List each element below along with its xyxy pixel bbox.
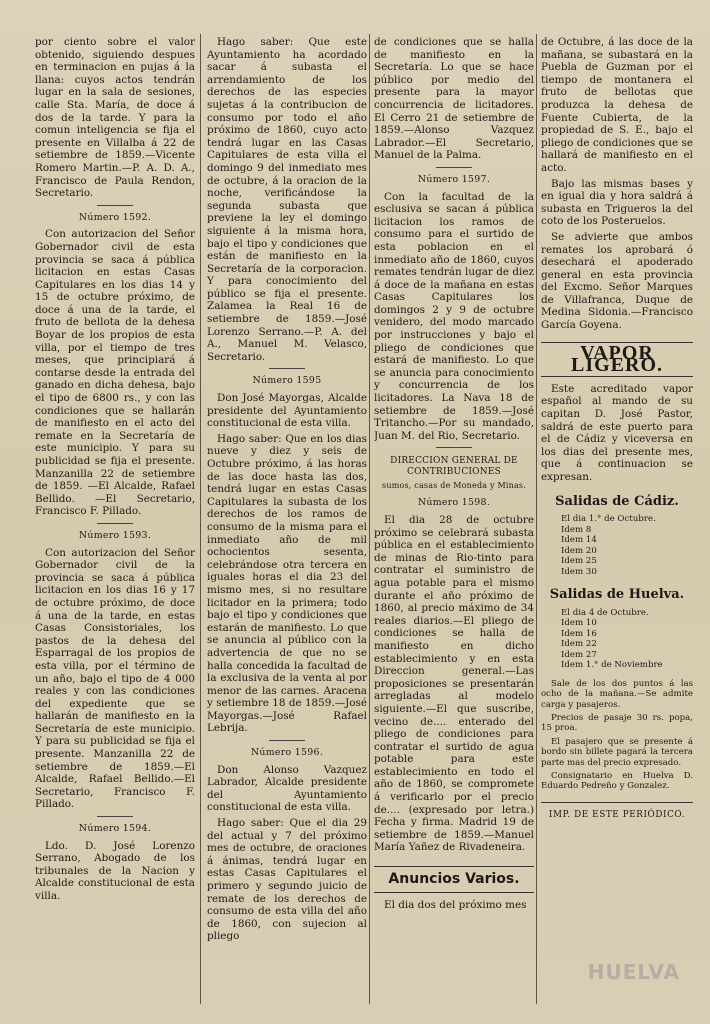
schedule-item: El dia 4 de Octubre. [561, 607, 649, 618]
column-4 [541, 36, 693, 1004]
paragraph: Ldo. D. José Lorenzo Serrano, Abogado de los tribunales de la Nacion y Alcalde constitucional de esta villa. [35, 839, 195, 902]
column-1 [35, 36, 195, 1004]
schedule-item: Idem 1.° de Noviembre [561, 660, 663, 671]
paragraph: El dia dos del próximo mes [384, 898, 527, 911]
paragraph: de Octubre, á las doce de la mañana, se subastará en la Puebla de Guzman por el tiempo de montanera el fruto de bellotas que produzca la dehesa de Fuente Cubierta, de la propiedad de S. E., bajo el pliego de condiciones que se hallará de manifiesto en el acto. [541, 36, 693, 174]
paragraph: Este acreditado vapor español al mando de su capitan D. José Pastor, saldrá de este puerto para el de Cádiz y viceversa en los dias del presente mes, que á continuacion se expresan. [541, 382, 693, 483]
paragraph: Hago saber: Que el dia 29 del actual y 7 del próximo mes de octubre, de oraciones á ánimas, tendrá lugar en estas Casas Capitulares el primero y segundo juicio de remate de los derechos de consumo de esta villa del año de 1860, con sujecion al pliego [207, 817, 367, 943]
schedule-item: El dia 1.° de Octubre. [561, 514, 656, 525]
library-watermark: HUELVA [587, 960, 680, 984]
paragraph: por ciento sobre el valor obtenido, siguiendo despues en terminacion en pujas á la llana: cuyos actos tendrán lugar en la sala de sesiones, calle Sta. María, de doce á dos de la tarde. Y para la comun inteligencia se fija el presente en Villalba á 22 de setiembre de 1859.—Vicente Romero Martin.—P. A. D. A., Francisco de Paula Rendon, Secretario. [35, 36, 195, 200]
section-subheading: sumos, casas de Moneda y Minas. [382, 481, 526, 491]
notice-number: Número 1597. [417, 173, 491, 185]
schedule-list [561, 514, 693, 577]
paragraph: Bajo las mismas bases y en igual dia y hora saldrá á subasta en Trigueros la del coto de los Posteruelos. [541, 177, 693, 228]
notice-number: Número 1596. [250, 747, 324, 759]
paragraph: Hago saber: Que en los dias nueve y diez y seis de Octubre próximo, á las horas de las doce hasta las dos, tendrá lugar en estas Casas Capitulares la subasta de los derechos de los ramos de consumo de la misma para el inmediato año de mil ochocientos sesenta, celebrándose otra tercera en iguales horas el dia 23 del mismo mes, si no resultare licitador en la primera; todo bajo el tipo y condiciones que estarán de manifiesto. Lo que se anuncia al público con la advertencia de que no se halla concedida la facultad de la exclusiva de la venta al por menor de las carnes. Aracena y setiembre 18 de 1859.—José Mayorgas.—José Rafael Lebrija. [207, 432, 367, 735]
divider [97, 816, 133, 817]
column-3 [374, 36, 534, 1004]
schedule-item: Idem 22 [561, 639, 597, 650]
note: El pasajero que se presente á bordo sin billete pagará la tercera parte mas del precio expresado. [541, 736, 693, 768]
advert-title: VAPOR LIGERO. [541, 342, 693, 377]
divider [269, 740, 305, 741]
schedule-item: Idem 30 [561, 566, 597, 577]
schedule-item: Idem 27 [561, 649, 597, 660]
note: Precios de pasaje 30 rs. popa, 15 proa. [541, 713, 693, 734]
paragraph: Se advierte que ambos remates los aprobará ó desechará el apoderado general en esta provincia del Excmo. Señor Marques de Villafranca, Duque de Medina Sidonia.—Francisco García Goyena. [541, 230, 693, 332]
paragraph: Hago saber: Que este Ayuntamiento ha acordado sacar á subasta el arrendamiento de los derechos de las especies sujetas á la contribucion de consumo por todo el año próximo de 1860, cuyo acto tendrá lugar en las Casas Capitulares de esta villa el domingo 9 del inmediato mes de octubre, á la oracion de la noche, verificándose la segunda subasta que previene la ley el domingo siguiente á la misma hora, bajo el tipo y condiciones que están de manifiesto en la Secretaría de la corporacion. Y para conocimiento del público se fija el presente. Zalamea la Real 16 de setiembre de 1859.—José Lorenzo Serrano.—P. A. del A., Manuel M. Velasco, Secretario. [207, 36, 367, 363]
notice-number: Número 1593. [78, 529, 152, 541]
schedule-item: Idem 16 [561, 628, 597, 639]
schedule-item: Idem 25 [561, 556, 597, 567]
paragraph: Don Alonso Vazquez Labrador, Alcalde presidente del Ayuntamiento constitucional de esta villa. [207, 763, 367, 814]
printer-imprint: IMP. DE ESTE PERIÓDICO. [541, 802, 693, 822]
paragraph: El dia 28 de octubre próximo se celebrará subasta pública en el establecimiento de minas de Rio-tinto para contratar el suministro de agua potable para el mismo durante el año próximo de 1860, al precio máximo de 34 reales diarios.—El pliego de condiciones se halla de manifiesto en dicho establecimiento y en esta Direccion general.—Las proposiciones se presentarán arregladas al modelo siguiente.—El que suscribe, vecino de.... enterado del pliego de condiciones para contratar el surtido de agua potable para este establecimiento en todo el año de 1860, se compromete á verificarlo por el precio de.... (expresado por letra.) Fecha y firma. Madrid 19 de setiembre de 1859.—Manuel María Yañez de Rivadeneira. [374, 514, 534, 854]
paragraph: Con autorizacion del Señor Gobernador civil de esta provincia se saca á pública licitacion en estas Casas Capitulares en los dias 14 y 15 de octubre próximo, de doce á una de la tarde, el fruto de bellota de la dehesa Boyar de los propios de esta villa, por el tiempo de tres meses, que principiará á contarse desde la entrada del ganado en dicha dehesa, bajo el tipo de 6800 rs., y con las condiciones que se hallarán de manifiesto en el acto del remate en la Secretaría de este municipio. Y para su publicidad se fija el presente. Manzanilla 22 de setiembre de 1859. —El Alcalde, Rafael Bellido. —El Secretario, Francisco F. Pillado. [35, 228, 195, 518]
notice-number: Número 1595 [252, 375, 322, 387]
note: Consignatario en Huelva D. Eduardo Pedreño y Gonzalez. [541, 771, 693, 792]
divider [436, 447, 472, 448]
paragraph: de condiciones que se halla de manifiesto en la Secretaría. Lo que se hace público por medio del presente para la mayor concurrencia de licitadores. El Cerro 21 de setiembre de 1859.—Alonso Vazquez Labrador.—El Secretario, Manuel de la Palma. [374, 36, 534, 162]
paragraph: Don José Mayorgas, Alcalde presidente del Ayuntamiento constitucional de esta villa. [207, 392, 367, 430]
divider [269, 368, 305, 369]
schedule-item: Idem 8 [561, 524, 592, 535]
schedule-title: Salidas de Huelva. [549, 587, 685, 603]
schedule-item: Idem 20 [561, 545, 597, 556]
notice-number: Número 1598. [417, 497, 491, 509]
divider [97, 205, 133, 206]
schedule-title: Salidas de Cádiz. [555, 493, 679, 509]
column-rule [369, 34, 370, 1004]
column-2 [207, 36, 367, 1004]
divider [97, 523, 133, 524]
paragraph: Con la facultad de la esclusiva se sacan á pública licitacion los ramos de consumo para el surtido de esta poblacion en el inmediato año de 1860, cuyos remates tendrán lugar de diez á doce de la mañana en estas Casas Capitulares los domingos 2 y 9 de octubre venidero, del modo marcado por instrucciones y bajo el pliego de condiciones que estará de manifiesto. Lo que se anuncia para conocimiento y concurrencia de los licitadores. La Nava 18 de setiembre de 1859.—José Tritancho.—Por su mandado, Juan M. del Rio, Secretario. [374, 190, 534, 442]
divider [436, 167, 472, 168]
column-rule [200, 34, 201, 1004]
schedule-item: Idem 10 [561, 618, 597, 629]
notice-number: Número 1594. [78, 823, 152, 835]
note: Sale de los dos puntos á las ocho de la mañana.—Se admite carga y pasajeros. [541, 678, 693, 710]
notice-number: Número 1592. [78, 211, 152, 223]
schedule-list [561, 608, 693, 671]
schedule-item: Idem 14 [561, 535, 597, 546]
section-heading: DIRECCION GENERAL DE CONTRIBUCIONES [390, 456, 518, 478]
section-title: Anuncios Varios. [374, 866, 534, 893]
column-rule [536, 34, 537, 1004]
paragraph: Con autorizacion del Señor Gobernador civil de la provincia se saca á pública licitacion en los dias 16 y 17 de octubre próximo, de doce á una de la tarde, en estas Casas Consistoriales, los pastos de la dehesa del Esparragal de los propios de esta villa, por el término de un año, bajo el tipo de 4 000 reales y con las condiciones del expediente que se hallarán de manifiesto en la Secretaría de este municipio. Y para su publicidad se fija el presente. Manzanilla 22 de setiembre de 1859.—El Alcalde, Rafael Bellido.—El Secretario, Francisco F. Pillado. [35, 546, 195, 811]
